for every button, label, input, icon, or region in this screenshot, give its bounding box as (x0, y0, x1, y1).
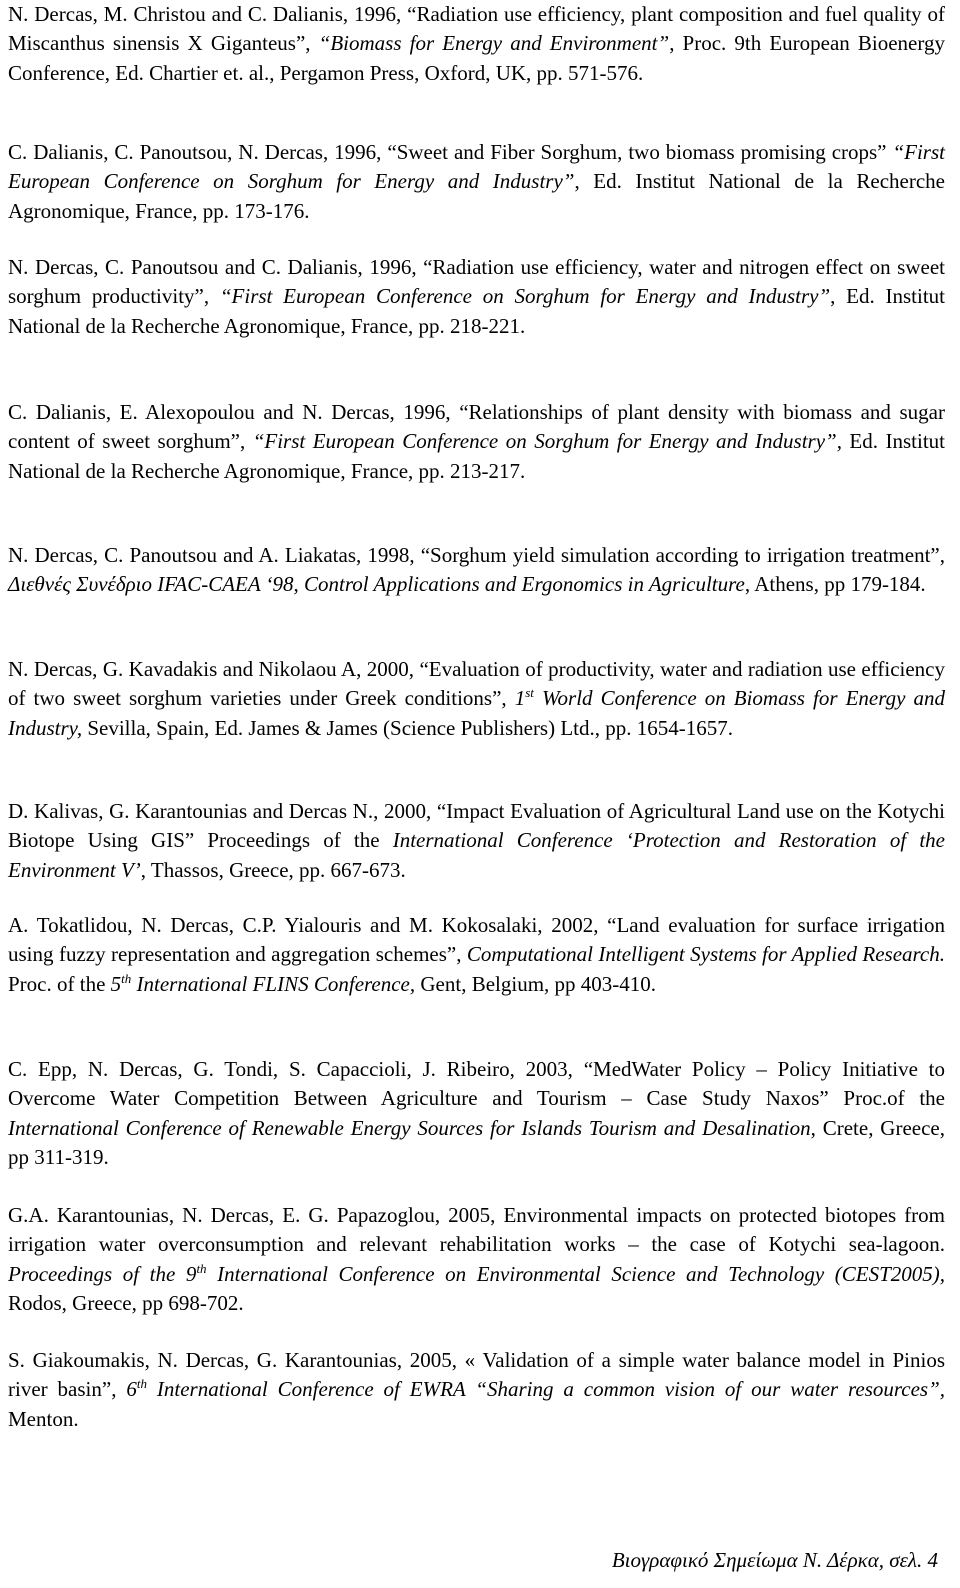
reference-text: C. Dalianis, E. Alexopoulou and N. Dercas, 1996, “Relationships of plant density with biomass and sugar content of sweet sorghum”, (8, 400, 945, 454)
italic-text: International Conference of Renewable Energy Sources for Islands Tourism and Desalination (8, 1115, 811, 1140)
reference-text: , Proc. 9th European Bioenergy Conference, Ed. Chartier et. al., Pergamon Press, Oxford, UK, pp. 571-576. (8, 31, 945, 85)
reference-entry (8, 138, 945, 226)
reference-text: N. Dercas, C. Panoutsou and A. Liakatas, 1998, “Sorghum yield simulation according to irrigation treatment”, (8, 543, 945, 567)
reference-text: S. Giakoumakis, N. Dercas, G. Karantounias, 2005, « Validation of a simple water balance model in Pinios river basin”, (8, 1348, 945, 1402)
reference-text: N. Dercas, G. Kavadakis and Nikolaou A, 2000, “Evaluation of productivity, water and radiation use efficiency of two sweet sorghum varieties under Greek conditions”, (8, 657, 945, 711)
italic-text: “First European Conference on Sorghum for Energy and Industry”, (252, 429, 842, 454)
italic-text: International Conference of EWRA “Sharing a common vision of our water resources”, (146, 1377, 945, 1402)
superscript-text: th (136, 1376, 147, 1392)
italic-text: International FLINS Conference, (131, 971, 416, 996)
reference-entry (8, 1055, 945, 1172)
superscript-text: th (196, 1260, 207, 1276)
reference-text: Proc. of the (8, 971, 111, 996)
superscript-text: st (525, 685, 534, 701)
italic-text: Proceedings of the 9 (8, 1261, 197, 1286)
reference-text: Gent, Belgium, pp 403-410. (415, 971, 657, 996)
italic-text: “First European Conference on Sorghum for Energy and Industry” (8, 140, 945, 194)
reference-text: Ed. Institut National de la Recherche Agronomique, France, pp. 213-217. (8, 429, 945, 483)
reference-text: D. Kalivas, G. Karantounias and Dercas N., 2000, “Impact Evaluation of Agricultural Land use on the Kotychi Biotope Using GIS” Proceedings of the (8, 799, 945, 853)
reference-entry (8, 1201, 945, 1318)
reference-entry (8, 1346, 945, 1434)
reference-entry (8, 797, 945, 885)
page-footer (612, 1548, 938, 1573)
reference-entry (8, 0, 945, 88)
reference-text: Menton. (8, 1406, 79, 1431)
reference-text: Rodos, Greece, pp 698-702. (8, 1290, 244, 1315)
reference-text: Sevilla, Spain, Ed. James & James (Science Publishers) Ltd., pp. 1654-1657. (82, 715, 734, 740)
italic-text: International Conference ‘Protection and Restoration of the Environment V’ (8, 828, 945, 882)
italic-text: “First European Conference on Sorghum for Energy and Industry” (219, 284, 831, 309)
reference-entry (8, 253, 945, 341)
reference-entry (8, 655, 945, 743)
italic-text: Computational Intelligent Systems for Applied Research. (466, 942, 945, 967)
italic-text: Διεθνές Συνέδριο IFAC-CAEA ‘98, Control Applications and Ergonomics in Agriculture (8, 572, 745, 597)
reference-text: A. Tokatlidou, N. Dercas, C.P. Yialouris and M. Kokosalaki, 2002, “Land evaluation for surface irrigation using fuzzy representation and aggregation schemes”, (8, 913, 945, 967)
reference-text: , Athens, pp 179-184. (744, 572, 926, 597)
reference-entry (8, 911, 945, 999)
reference-text: G.A. Karantounias, N. Dercas, E. G. Papazoglou, 2005, Environmental impacts on protected biotopes from irrigation water overconsumption and relevant rehabilitation works – the case of Kotychi sea-lagoon. (8, 1203, 945, 1257)
reference-text: C. Dalianis, C. Panoutsou, N. Dercas, 1996, “Sweet and Fiber Sorghum, two biomass promising crops” (8, 140, 893, 164)
superscript-text: th (121, 970, 132, 986)
italic-text: 6 (126, 1377, 137, 1402)
reference-text: , Crete, Greece, pp 311-319. (8, 1115, 946, 1169)
reference-text: C. Epp, N. Dercas, G. Tondi, S. Capaccioli, J. Ribeiro, 2003, “MedWater Policy – Policy Initiative to Overcome Water Competition Between Agriculture and Tourism – Case Study Naxos” Proc.of the (8, 1057, 945, 1111)
italic-text: 1 (514, 686, 526, 711)
reference-text: N. Dercas, C. Panoutsou and C. Dalianis, 1996, “Radiation use efficiency, water and nitrogen effect on sweet sorghum productivity”, (8, 255, 945, 309)
reference-text: , Ed. Institut National de la Recherche Agronomique, France, pp. 218-221. (8, 284, 945, 338)
italic-text: “Biomass for Energy and Environment” (318, 31, 670, 56)
reference-text: , Thassos, Greece, pp. 667-673. (140, 857, 406, 882)
reference-text: , Ed. Institut National de la Recherche Agronomique, France, pp. 173-176. (8, 169, 945, 223)
italic-text: International Conference on Environmental Science and Technology (CEST2005), (206, 1261, 945, 1286)
reference-entry (8, 398, 945, 486)
footer-text: Βιογραφικό Σημείωμα Ν. Δέρκα, σελ. 4 (611, 1548, 938, 1572)
italic-text: 5 (110, 971, 122, 996)
reference-entry (8, 541, 945, 600)
reference-text: N. Dercas, M. Christou and C. Dalianis, 1996, “Radiation use efficiency, plant composition and fuel quality of Miscanthus sinensis X Giganteus”, (8, 2, 945, 56)
italic-text: World Conference on Biomass for Energy and Industry, (8, 686, 945, 740)
